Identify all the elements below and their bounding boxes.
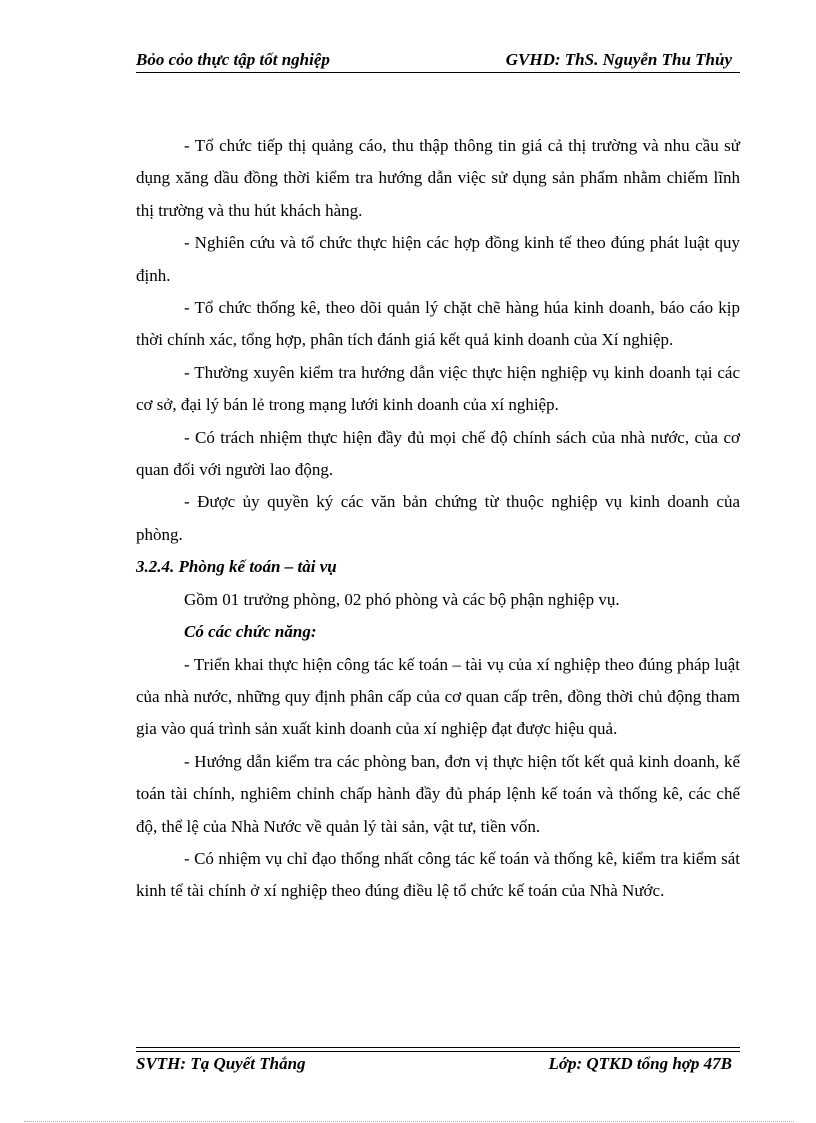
header-report-title: Bỏo cỏo thực tập tốt nghiệp [136, 50, 330, 69]
paragraph: - Được ủy quyền ký các văn bản chứng từ thuộc nghiệp vụ kinh doanh của phòng. [136, 492, 740, 544]
function-item: - Triển khai thực hiện công tác kế toán – tài vụ của xí nghiệp theo đúng pháp luật của nhà nước, những quy định phân cấp của cơ quan cấp trên, đồng thời chủ động tham gia vào quá trình sản xuất kinh doanh của xí nghiệp đạt được hiệu quả. [136, 654, 740, 739]
page-footer [136, 1054, 740, 1078]
paragraph: - Có trách nhiệm thực hiện đầy đủ mọi chế độ chính sách của nhà nước, của cơ quan đối với người lao động. [136, 427, 740, 480]
paragraph: - Tổ chức thống kê, theo dõi quản lý chặt chẽ hàng húa kinh doanh, báo cáo kịp thời chính xác, tổng hợp, phân tích đánh giá kết quả kinh doanh của Xí nghiệp. [136, 298, 740, 350]
footer-student: SVTH: Tạ Quyết Thắng [136, 1054, 306, 1073]
paragraph: - Tổ chức tiếp thị quảng cáo, thu thập thông tin giá cả thị trường và nhu cầu sử dụng xăng dầu đồng thời kiểm tra hướng dẫn việc sử dụng sản phẩm nhằm chiếm lĩnh thị trường và thu hút khách hàng. [136, 136, 740, 220]
page-edge-divider [24, 1121, 794, 1122]
function-item: - Hướng dẫn kiểm tra các phòng ban, đơn vị thực hiện tốt kết quả kinh doanh, kế toán tài chính, nghiêm chỉnh chấp hành đầy đủ pháp lệnh kế toán và thống kê, các chế độ, thể lệ của Nhà Nước về quản lý tài sản, vật tư, tiền vốn. [136, 751, 740, 836]
footer-class: Lớp: QTKD tổng hợp 47B [548, 1054, 732, 1073]
paragraph: - Nghiên cứu và tổ chức thực hiện các hợp đồng kinh tế theo đúng phát luật quy định. [136, 233, 740, 285]
header-rule [136, 72, 740, 73]
page-header [136, 50, 740, 74]
footer-rule-thin [136, 1051, 740, 1052]
function-item: - Có nhiệm vụ chỉ đạo thống nhất công tác kế toán và thống kê, kiểm tra kiểm sát kinh tế tài chính ở xí nghiệp theo đúng điều lệ tổ chức kế toán của Nhà Nước. [136, 848, 740, 901]
section-intro: Gồm 01 trưởng phòng, 02 phó phòng và các bộ phận nghiệp vụ. [184, 589, 620, 609]
document-body [136, 130, 740, 908]
functions-heading: Có các chức năng: [184, 622, 317, 642]
footer-rule [136, 1047, 740, 1048]
header-supervisor: GVHD: ThS. Nguyễn Thu Thủy [505, 50, 732, 69]
section-heading: 3.2.4. Phòng kế toán – tài vụ [136, 557, 337, 577]
paragraph: - Thường xuyên kiểm tra hướng dẫn việc thực hiện nghiệp vụ kinh doanh tại các cơ sở, đại lý bán lẻ trong mạng lưới kinh doanh của xí nghiệp. [136, 362, 740, 415]
